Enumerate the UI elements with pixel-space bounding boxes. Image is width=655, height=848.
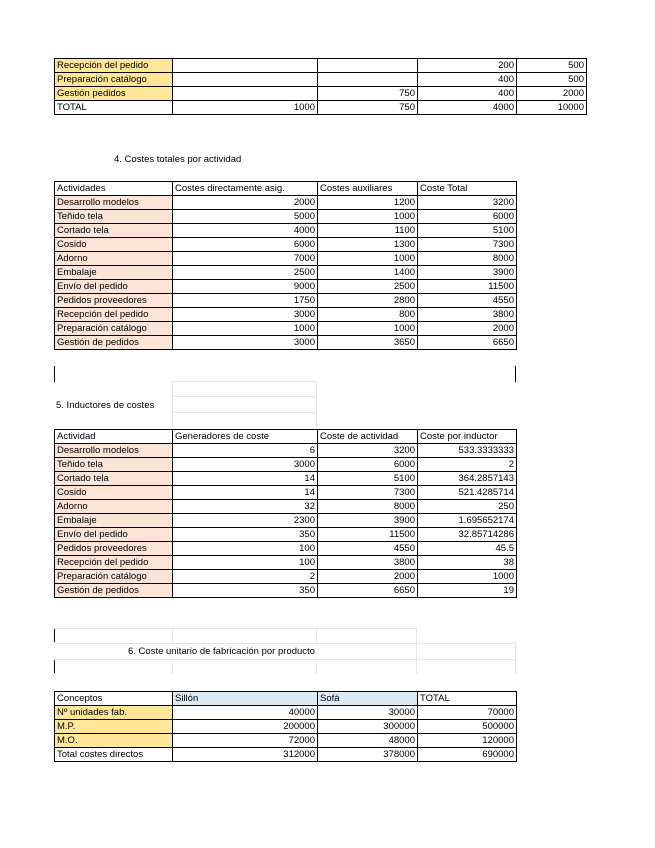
cell: 750 [318, 101, 418, 115]
cell: 2500 [318, 280, 418, 294]
cell: 3900 [318, 514, 418, 528]
cell: 350 [173, 584, 318, 598]
cell: 8000 [418, 252, 517, 266]
table-row [55, 196, 517, 210]
cell: 3650 [318, 336, 418, 350]
gridline [172, 396, 317, 397]
gridline [416, 628, 417, 674]
row-label: Embalaje [55, 514, 173, 528]
header-row [55, 692, 517, 706]
table-row [55, 308, 517, 322]
row-label: Gestión de pedidos [55, 336, 173, 350]
cell: 9000 [173, 280, 318, 294]
cell: 40000 [173, 706, 318, 720]
header-row [55, 430, 517, 444]
cell: 3800 [318, 556, 418, 570]
row-label: Gestión de pedidos [55, 584, 173, 598]
row-label: Cosido [55, 486, 173, 500]
cell: 1750 [173, 294, 318, 308]
allocation-table [54, 58, 587, 115]
row-label: Adorno [55, 252, 173, 266]
gridline [316, 659, 317, 674]
row-label: Cosido [55, 238, 173, 252]
cell: 2000 [517, 87, 587, 101]
cell: 6000 [173, 238, 318, 252]
border-line [54, 628, 55, 642]
border-line [515, 366, 516, 382]
cell: 312000 [173, 748, 318, 762]
cell: 533.3333333 [418, 444, 517, 458]
table-row [55, 59, 587, 73]
gridline [172, 381, 173, 428]
table-row [55, 486, 517, 500]
cost-drivers-table [54, 429, 517, 598]
cell: 5000 [173, 210, 318, 224]
cell: 11500 [318, 528, 418, 542]
row-label: Desarrollo modelos [55, 444, 173, 458]
gridline [54, 659, 516, 660]
cell: 70000 [418, 706, 517, 720]
section-5-title: 5. Inductores de costes [56, 400, 155, 411]
column-header: Generadores de coste [173, 430, 318, 444]
cell: 521.4285714 [418, 486, 517, 500]
table-row [55, 336, 517, 350]
gridline [172, 659, 173, 674]
row-label: Teñido tela [55, 210, 173, 224]
cell: 1000 [318, 322, 418, 336]
cell: 1000 [173, 101, 318, 115]
table-row [55, 280, 517, 294]
cell: 6 [173, 444, 318, 458]
table-row [55, 210, 517, 224]
cell: 1300 [318, 238, 418, 252]
cell: 750 [318, 87, 418, 101]
cell: 4000 [173, 224, 318, 238]
cell [173, 87, 318, 101]
cell: 364.2857143 [418, 472, 517, 486]
gridline [172, 412, 317, 413]
table-row [55, 748, 517, 762]
cell: 100 [173, 556, 318, 570]
column-header: Conceptos [55, 692, 173, 706]
column-header: Actividades [55, 182, 173, 196]
row-label: Gestión pedidos [55, 87, 173, 101]
cell [173, 59, 318, 73]
gridline [172, 628, 173, 643]
cell: 32 [173, 500, 318, 514]
cell: 2300 [173, 514, 318, 528]
section-6-title: 6. Coste unitario de fabricación por producto [128, 646, 315, 657]
cell: 120000 [418, 734, 517, 748]
table-row [55, 322, 517, 336]
row-label: Pedidos proveedores [55, 294, 173, 308]
row-label: M.O. [55, 734, 173, 748]
row-label: Envío del pedido [55, 280, 173, 294]
row-label: Embalaje [55, 266, 173, 280]
gridline [316, 381, 317, 428]
cell: 14 [173, 486, 318, 500]
cell: 350 [173, 528, 318, 542]
cell: 19 [418, 584, 517, 598]
cell: 2000 [318, 570, 418, 584]
cell: 7300 [318, 486, 418, 500]
cell: 2800 [318, 294, 418, 308]
table-row [55, 542, 517, 556]
row-label: Adorno [55, 500, 173, 514]
cell: 3800 [418, 308, 517, 322]
cell: 3900 [418, 266, 517, 280]
table-row [55, 720, 517, 734]
row-label: Preparación catálogo [55, 570, 173, 584]
cell: 1.695652174 [418, 514, 517, 528]
cell [318, 59, 418, 73]
table-row [55, 584, 517, 598]
cell: 200000 [173, 720, 318, 734]
cell: 800 [318, 308, 418, 322]
cell: 2000 [418, 322, 517, 336]
table-row [55, 734, 517, 748]
cell: 2500 [173, 266, 318, 280]
cell: 7300 [418, 238, 517, 252]
cell: 1000 [173, 322, 318, 336]
table-row [55, 266, 517, 280]
cell: 4000 [418, 101, 517, 115]
cell: 6000 [418, 210, 517, 224]
table-row [55, 294, 517, 308]
row-label: M.P. [55, 720, 173, 734]
cell: 2000 [173, 196, 318, 210]
row-label: Recepción del pedido [55, 556, 173, 570]
column-header: TOTAL [418, 692, 517, 706]
cell: 14 [173, 472, 318, 486]
column-header: Coste por inductor [418, 430, 517, 444]
cell: 100 [173, 542, 318, 556]
row-label: Teñido tela [55, 458, 173, 472]
gridline [54, 643, 516, 644]
row-label: Desarrollo modelos [55, 196, 173, 210]
table-row [55, 238, 517, 252]
total-costs-table [54, 181, 517, 350]
cell: 200 [418, 59, 517, 73]
column-header: Coste de actividad [318, 430, 418, 444]
cell: 5100 [418, 224, 517, 238]
cell: 500 [517, 73, 587, 87]
cell: 7000 [173, 252, 318, 266]
cell: 48000 [318, 734, 418, 748]
cell: 300000 [318, 720, 418, 734]
cell: 250 [418, 500, 517, 514]
cell: 3000 [173, 336, 318, 350]
cell: 400 [418, 87, 517, 101]
cell: 3200 [418, 196, 517, 210]
row-label: Cortado tela [55, 224, 173, 238]
column-header: Coste Total [418, 182, 517, 196]
cell: 1200 [318, 196, 418, 210]
cell: 1000 [318, 252, 418, 266]
cell: 1000 [318, 210, 418, 224]
column-header: Sofá [318, 692, 418, 706]
cell: 400 [418, 73, 517, 87]
border-line [54, 659, 55, 673]
cell [318, 73, 418, 87]
cell: 2 [173, 570, 318, 584]
row-label: Nº unidades fab. [55, 706, 173, 720]
row-label: Recepción del pedido [55, 59, 173, 73]
cell [173, 73, 318, 87]
gridline [54, 628, 416, 629]
row-label: Total costes directos [55, 748, 173, 762]
gridline [316, 628, 317, 643]
cell: 30000 [318, 706, 418, 720]
cell: 6650 [318, 584, 418, 598]
cell: 32.85714286 [418, 528, 517, 542]
cell: 1000 [418, 570, 517, 584]
cell: 38 [418, 556, 517, 570]
table-row [55, 444, 517, 458]
row-label: Pedidos proveedores [55, 542, 173, 556]
cell: 3000 [173, 308, 318, 322]
border-line [54, 366, 55, 382]
column-header: Costes auxiliares [318, 182, 418, 196]
table-row [55, 514, 517, 528]
cell: 4550 [318, 542, 418, 556]
cell: 3200 [318, 444, 418, 458]
table-row [55, 458, 517, 472]
cell: 5100 [318, 472, 418, 486]
row-label: Recepción del pedido [55, 308, 173, 322]
cell: 72000 [173, 734, 318, 748]
row-label: Preparación catálogo [55, 322, 173, 336]
cell: 6000 [318, 458, 418, 472]
gridline [172, 381, 317, 382]
table-row [55, 252, 517, 266]
cell: 10000 [517, 101, 587, 115]
cell: 2 [418, 458, 517, 472]
table-row [55, 570, 517, 584]
unit-cost-table [54, 691, 517, 762]
row-label: Preparación catálogo [55, 73, 173, 87]
table-row [55, 101, 587, 115]
cell: 11500 [418, 280, 517, 294]
row-label: Cortado tela [55, 472, 173, 486]
cell: 45.5 [418, 542, 517, 556]
header-row [55, 182, 517, 196]
table-row [55, 528, 517, 542]
cell: 4550 [418, 294, 517, 308]
table-row [55, 87, 587, 101]
row-label: Envío del pedido [55, 528, 173, 542]
cell: 6650 [418, 336, 517, 350]
gridline [515, 643, 516, 674]
cell: 500 [517, 59, 587, 73]
section-4-title: 4. Costes totales por actividad [114, 154, 242, 165]
cell: 690000 [418, 748, 517, 762]
cell: 500000 [418, 720, 517, 734]
table-row [55, 500, 517, 514]
cell: 378000 [318, 748, 418, 762]
column-header: Sillón [173, 692, 318, 706]
cell: 1100 [318, 224, 418, 238]
row-label: TOTAL [55, 101, 173, 115]
cell: 3000 [173, 458, 318, 472]
column-header: Actividad [55, 430, 173, 444]
table-row [55, 706, 517, 720]
table-row [55, 224, 517, 238]
table-row [55, 472, 517, 486]
cell: 1400 [318, 266, 418, 280]
column-header: Costes directamente asig. [173, 182, 318, 196]
table-row [55, 556, 517, 570]
cell: 8000 [318, 500, 418, 514]
table-row [55, 73, 587, 87]
